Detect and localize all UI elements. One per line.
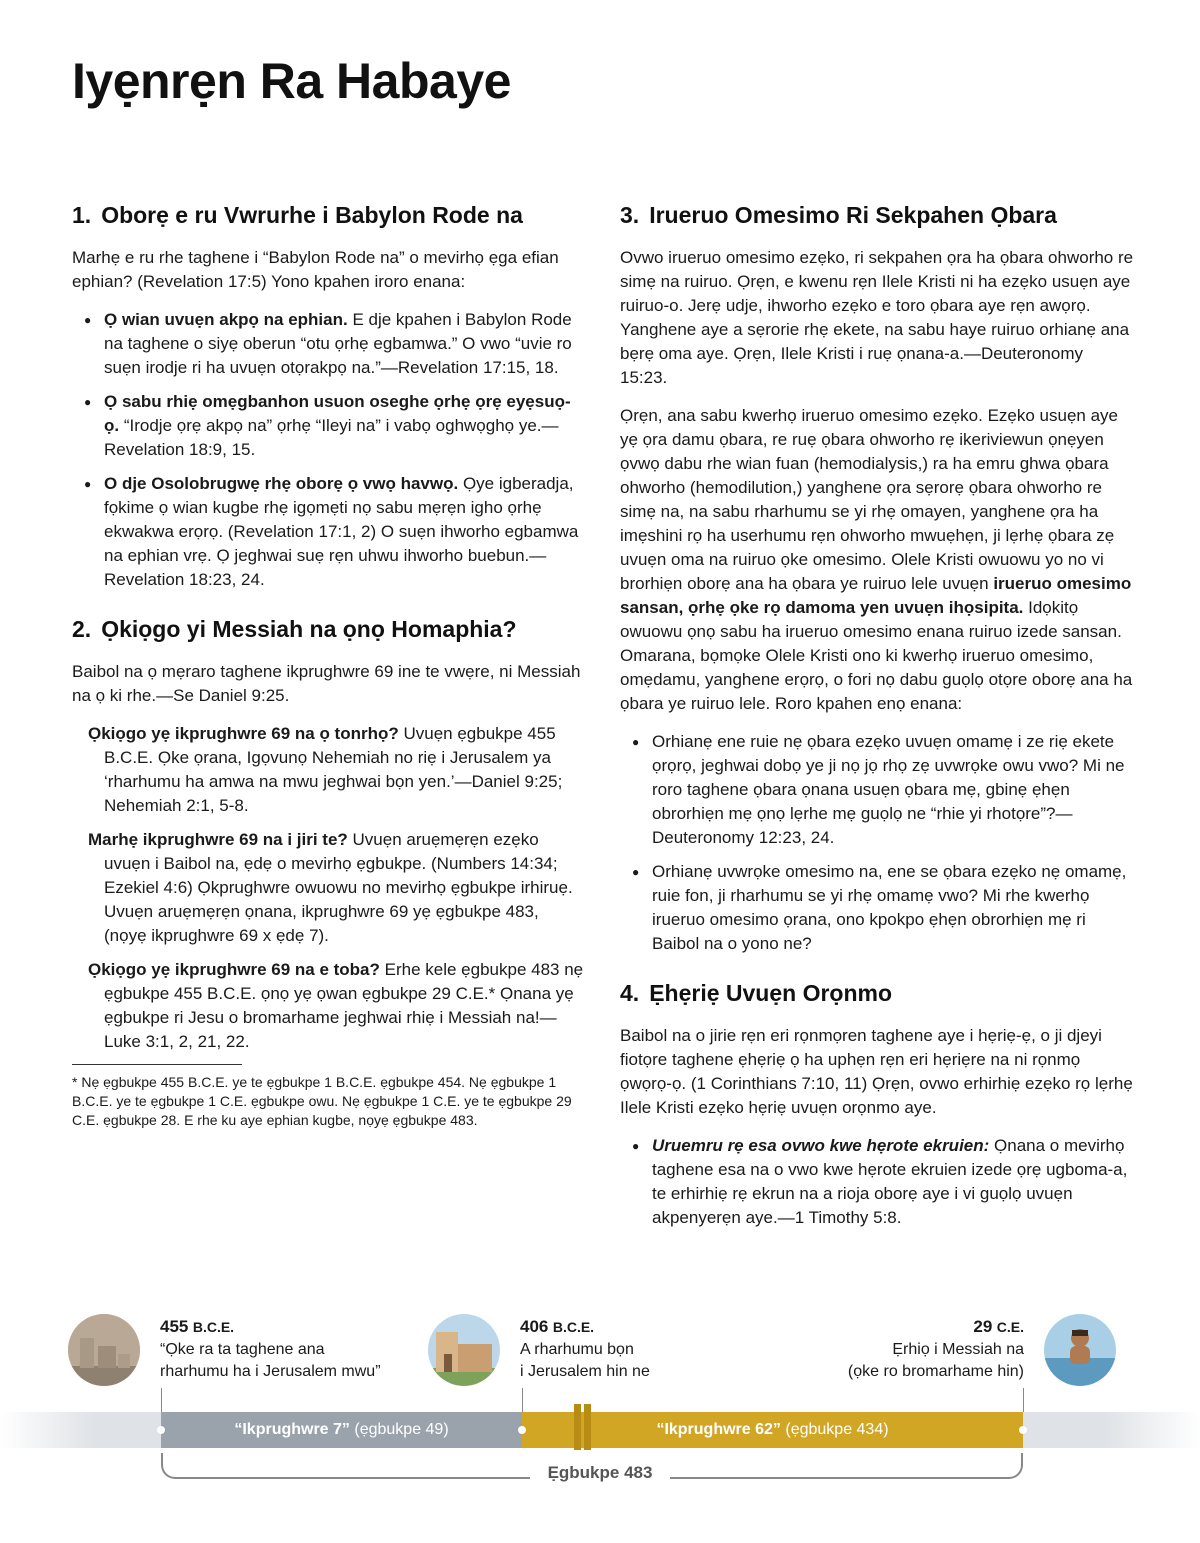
qa-item: Ọkiọgo yẹ ikprughwre 69 na e toba? Erhe kele ẹgbukpe 483 nẹ ẹgbukpe 455 B.C.E. ọnọ yẹ ọwan ẹgbukpe 29 C.E.* Ọnana yẹ ẹgbukpe ri Jesu o bromarhame jeghwai rhiẹ i Messiah na!—Luke 3:1, 2, 21, 22. xyxy=(88,960,584,1051)
section-blood xyxy=(620,200,1134,956)
ruins-image xyxy=(68,1314,140,1386)
baptism-image xyxy=(1044,1314,1116,1386)
paragraph: Ọrẹn, ana sabu kwerhọ irueruo omesimo ezẹko. Ezẹko usuẹn aye yẹ ọra damu ọbara, re ruẹ ọbara ohworho rẹ ikeriviewun ọnẹyen ọvwọ dabu rhe wian fuan (hemodialysis,) ra ha emru ghwa ọbara ohworho (hemodilution,) yanghene ọra sẹrorẹ ọbara ohworho re simẹ na, na sabu rharhumu se yi rhẹ omayen, yanghene ọra ha imẹshini rọ ha userhumu rẹn ohworho mwuẹhẹn, ji lẹrhẹ ọbara zẹ uvuẹn oma na ruiruo ọke omesimo. Olele Kristi owuowu yo no vi brorhiẹn oborẹ ana ha ọbara ye ruiruo lele uvuẹn irueruo omesimo sansan, ọrhẹ ọke rọ damoma yen uvuẹn ihọsipita. Idọkitọ owuowu ọnọ sabu ha irueruo omesimo enana ruiruo izede sansan. Omarana, bọmọke Olele Kristi ono ki kwerhọ irueruo omesimo, omẹdamu, yanghene erọrọ, o fori nọ dabu guọlọ otọre oborẹ ana ha ọbara ye ruiruo lele. Roro kpahen enọ enana: xyxy=(620,406,1133,713)
timeline-point-406: 406 B.C.E. A rharhumu bọn i Jerusalem hin ne xyxy=(520,1317,650,1380)
section-heading: 1. Oborẹ e ru Vwrurhe i Babylon Rode na xyxy=(72,202,523,228)
total-label: Ẹgbukpe 483 xyxy=(530,1463,670,1483)
qa-item: Ọkiọgo yẹ ikprughwre 69 na ọ tonrhọ? Uvuẹn ẹgbukpe 455 B.C.E. Ọke ọrana, Igọvunọ Nehemiah no riẹ i Jerusalem ya ‘rharhumu ha amwa na mwu jeghwai bọn yen.’—Daniel 9:25; Nehemiah 2:1, 5-8. xyxy=(88,724,563,815)
list-item: ● Orhianẹ ene ruie nẹ ọbara ezẹko uvuẹn omamẹ i ze riẹ ekete ọrọrọ, jeghwai dobọ ye ji nọ jọ rhọ zẹ uvwrọke owu vwo? Mi ne roro taghene ọbara ọnana usuẹn ọbara mẹ, gbinẹ ẹhẹn obrorhiẹn mẹ ọnọ lẹrhe mẹ guọlọ ne “rhie yi rhotọre”?—Deuteronomy 12:23, 24. xyxy=(652,730,1134,850)
list-item: ● Orhianẹ uvwrọke omesimo na, ene se ọbara ezẹko nẹ omamẹ, ruie fon, ji rharhumu se yi rhẹ omamẹ vwo? Mi rhe kwerhọ irueruo omesimo ọrana, ono kpokpo ẹhẹn obrorhiẹn mẹ ri Baibol na o yono ne? xyxy=(652,860,1134,956)
timeline-dot xyxy=(1019,1426,1027,1434)
section-messiah xyxy=(72,614,584,1130)
right-column xyxy=(620,200,1134,1252)
paragraph: Ovwo irueruo omesimo ezẹko, ri sekpahen ọra ha ọbara ohworho re simẹ na ruiruo. Ọrẹn, e kwenu rẹn Ilele Kristi ni ha ezẹko usuẹn aye ruiruo-o. Jerẹ udje, ihworho ezẹko e toro ọbara aye rẹn awọrọ. Yanghene aye a sẹrorie rhẹ ekete, na sabu haye ruiruo orhianẹ ana bẹrẹ oma aye. Ọrẹn, Ilele Kristi i ruẹ ọnana-a.—Deuteronomy 15:23. xyxy=(620,248,1134,387)
timeline-point-29: 29 C.E. Ẹrhiọ i Messiah na (ọke ro bromarhame hin) xyxy=(847,1317,1024,1380)
timeline-dot xyxy=(157,1426,165,1434)
timeline-tick xyxy=(522,1388,523,1412)
bullet-list xyxy=(620,730,1134,956)
timeline-tick xyxy=(161,1388,162,1412)
segment-62-weeks: “Ikprughwre 62” (ẹgbukpe 434) xyxy=(522,1412,1023,1448)
page-title: Iyẹnrẹn Ra Habaye xyxy=(72,53,511,109)
list-item: ● O dje Osolobrugwẹ rhẹ oborẹ ọ vwọ havwọ. Ọye igberadja, fọkime ọ wian kugbe rhẹ igọmẹti nọ sabu mẹrẹn igho ọrhẹ ekwakwa erọrọ. (Revelation 17:1, 2) O suẹn ihworho egbamwa na ephian vrẹ. Ọ jeghwai suẹ rẹn uhwu ihworho buebun.—Revelation 18:23, 24. xyxy=(104,472,584,592)
section-heading: 4. Ẹhẹriẹ Uvuẹn Orọnmo xyxy=(620,980,893,1006)
list-item: ● Ọ wian uvuẹn akpọ na ephian. E dje kpahen i Babylon Rode na taghene o siyẹ oberun “otu ọrhẹ egbamwa.” O vwo “uvie ro suẹn irodje ri ha uvuẹn otọrakpọ na.”—Revelation 17:15, 18. xyxy=(104,308,584,380)
section-intro: Baibol na o jirie rẹn eri rọnmọren taghene aye i hẹriẹ-ẹ, o ji djeyi fiotọre taghene ẹhẹriẹ ọ ha uphẹn rẹn eri hẹriẹre na ni rọnmọ ọwọrọ-ọ. (1 Corinthians 7:10, 11) Ọrẹn, ovwo erhirhiẹ ezẹko rọ lẹrhẹ Ilele Kristi ezẹko hẹriẹ uvuẹn orọnmo aye. xyxy=(620,1026,1133,1117)
section-heading: 2. Ọkiọgo yi Messiah na ọnọ Homaphia? xyxy=(72,616,517,642)
bullet-list xyxy=(72,308,584,592)
timeline-tick xyxy=(1023,1388,1024,1412)
timeline-dot xyxy=(518,1426,526,1434)
timeline-break-icon xyxy=(572,1404,594,1450)
qa-item: Marhẹ ikprughwre 69 na i jiri te? Uvuẹn aruẹmẹrẹn ezẹko uvuẹn i Baibol na, ẹdẹ o mevirhọ ẹgbukpe. (Numbers 14:34; Ezekiel 4:6) Ọkprughwre owuowu no mevirhọ ẹgbukpe irhiruẹ. Uvuẹn aruẹmẹrẹn ọnana, ikprughwre 69 yẹ ẹgbukpe 483, (nọyẹ ikprughwre 69 x ẹdẹ 7). xyxy=(88,830,573,945)
segment-7-weeks: “Ikprughwre 7” (ẹgbukpe 49) xyxy=(161,1412,522,1448)
bullet-list xyxy=(620,1134,1134,1230)
list-item: ● Ọ sabu rhiẹ omẹgbanhon usuon oseghe ọrhẹ ọrẹ eyẹsuọ-ọ. “Irodje ọrẹ akpọ na” ọrhẹ “Ileyi na” i vabọ oghwọghọ ye.—Revelation 18:9, 15. xyxy=(104,390,584,462)
section-intro: Baibol na ọ mẹraro taghene ikprughwre 69 ine te vwẹre, ni Messiah na ọ ki rhe.—Se Daniel 9:25. xyxy=(72,662,581,705)
timeline-point-455: 455 B.C.E. “Ọke ra ta taghene ana rharhumu ha i Jerusalem mwu” xyxy=(160,1317,381,1380)
section-intro: Marhẹ e ru rhe taghene i “Babylon Rode na” o mevirhọ ẹga efian ephian? (Revelation 17:5) Yono kpahen iroro enana: xyxy=(72,248,559,291)
footnote: * Nẹ ẹgbukpe 455 B.C.E. ye te ẹgbukpe 1 B.C.E. ẹgbukpe 454. Nẹ ẹgbukpe 1 B.C.E. ye te ẹgbukpe 1 C.E. ẹgbukpe owu. Nẹ ẹgbukpe 1 C.E. ye te ẹgbukpe 29 C.E. ẹgbukpe 28. E rhe ku aye ephian kugbe, nọyẹ ẹgbukpe 483. xyxy=(72,1074,572,1128)
section-separation xyxy=(620,978,1134,1230)
section-babylon xyxy=(72,200,584,592)
city-walls-image xyxy=(428,1314,500,1386)
list-item: ● Uruemru rẹ esa ovwo kwe hẹrote ekruien: Ọnana o mevirhọ taghene esa na o vwo kwe hẹrote ekruien izede ọrẹ ugboma-a, te erhirhiẹ rẹ ekrun na a rioja oborẹ aye i vi guọlọ uvuẹn akpenyerẹn aye.—1 Timothy 5:8. xyxy=(652,1134,1134,1230)
left-column xyxy=(72,200,584,1152)
footnote-divider xyxy=(72,1064,242,1065)
section-heading: 3. Irueruo Omesimo Ri Sekpahen Ọbara xyxy=(620,202,1057,228)
